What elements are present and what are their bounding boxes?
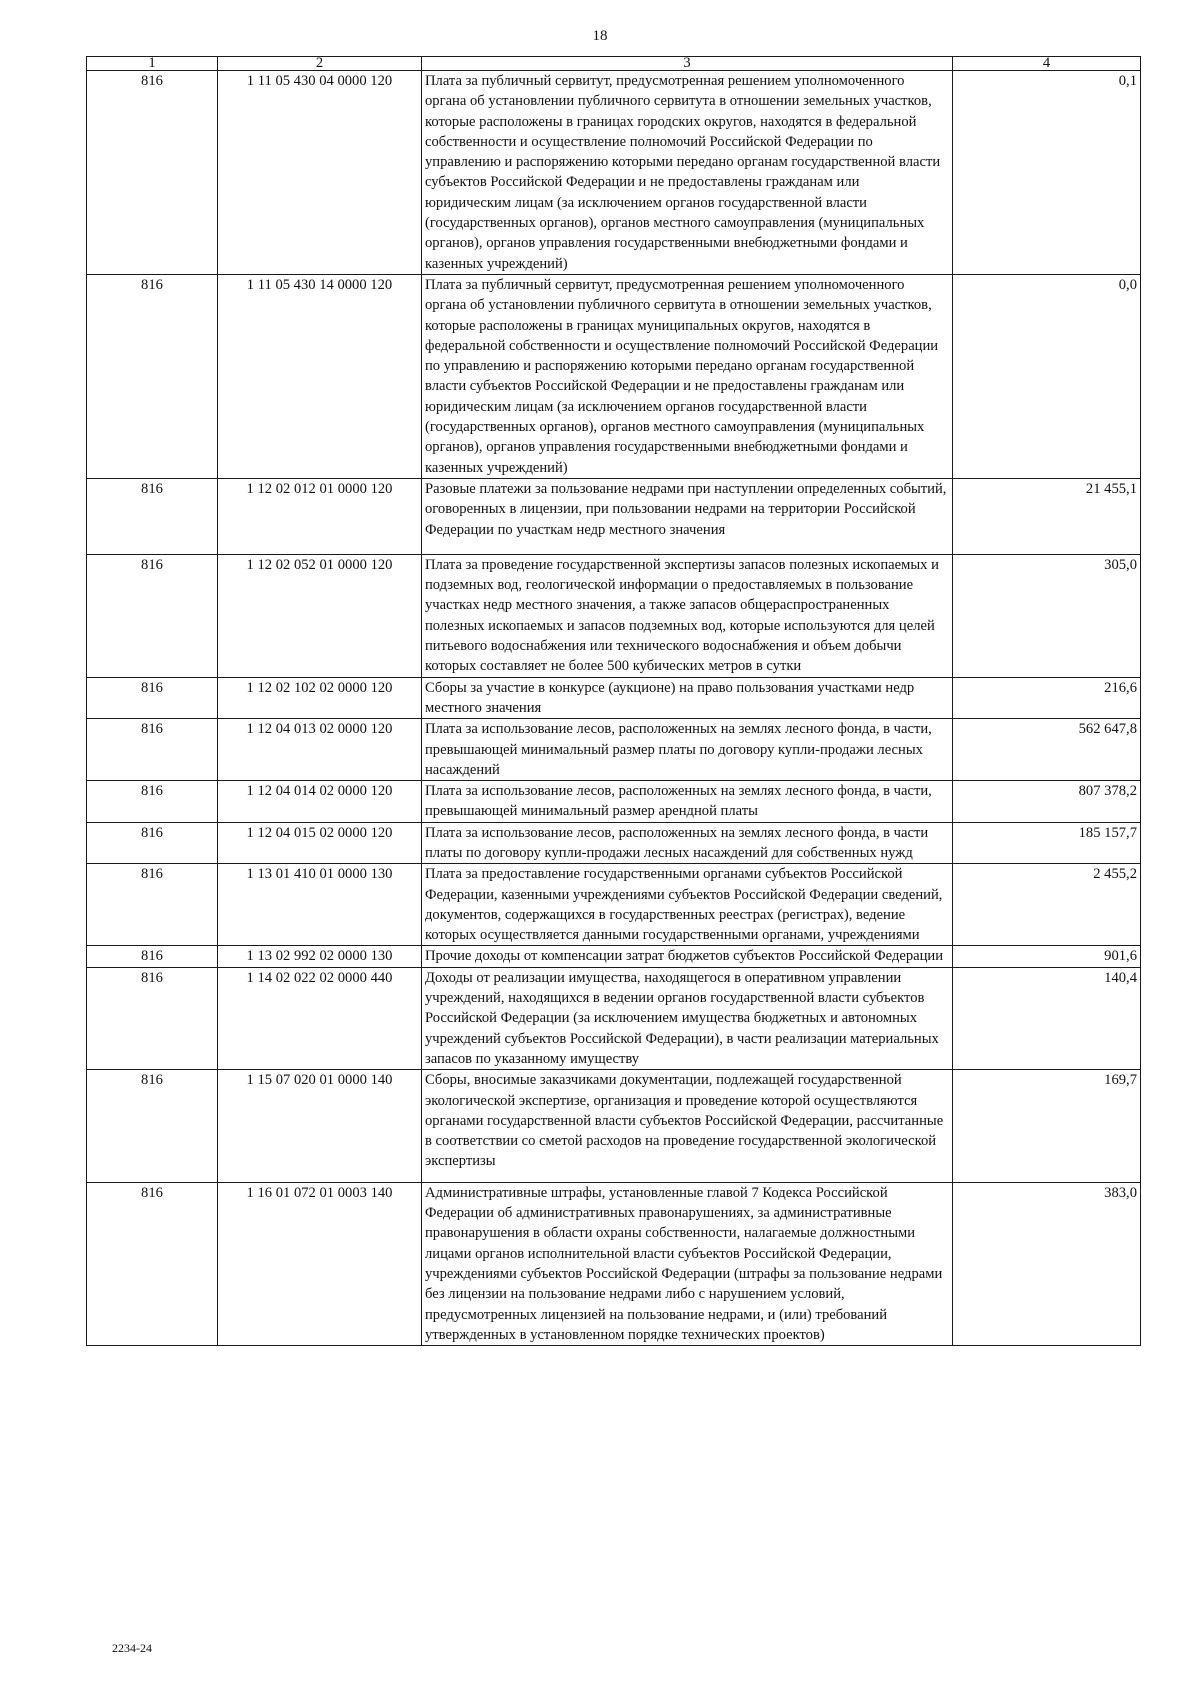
budget-code-cell: 1 13 02 992 02 0000 130 — [218, 946, 422, 967]
budget-code-cell: 1 12 02 102 02 0000 120 — [218, 677, 422, 719]
revenue-name-cell: Плата за использование лесов, расположенных на землях лесного фонда, в части, превышающей минимальный размер арендной платы — [422, 781, 953, 823]
revenue-name-cell: Плата за использование лесов, расположенных на землях лесного фонда, в части платы по договору купли-продажи лесных насаждений для собственных нужд — [422, 822, 953, 864]
admin-code-cell: 816 — [87, 274, 218, 478]
revenue-name-cell: Плата за публичный сервитут, предусмотренная решением уполномоченного органа об установлении публичного сервитута в отношении земельных участков, которые расположены в границах городских округов, находятся в федеральной собственности и осуществление полномочий Российской Федерации по управлению и распоряжению которыми передано органам государственной власти субъектов Российской Федерации и не предоставлены гражданам или юридическим лицам (за исключением органов государственной власти (государственных органов), органов местного самоуправления (муниципальных органов), органов управления государственными внебюджетными фондами и казенных учреждений) — [422, 71, 953, 275]
amount-cell: 21 455,1 — [953, 478, 1141, 554]
table-row — [87, 864, 1141, 946]
amount-cell: 0,1 — [953, 71, 1141, 275]
table-row — [87, 1070, 1141, 1182]
amount-cell: 140,4 — [953, 967, 1141, 1069]
revenue-name-cell: Плата за публичный сервитут, предусмотренная решением уполномоченного органа об установлении публичного сервитута в отношении земельных участков, которые расположены в границах муниципальных округов, находятся в федеральной собственности и осуществление полномочий Российской Федерации по управлению и распоряжению которыми передано органам государственной власти субъектов Российской Федерации и не предоставлены гражданам или юридическим лицам (за исключением органов государственной власти (государственных органов), органов местного самоуправления (муниципальных органов), органов управления государственными внебюджетными фондами и казенных учреждений) — [422, 274, 953, 478]
amount-cell: 807 378,2 — [953, 781, 1141, 823]
budget-code-cell: 1 12 02 052 01 0000 120 — [218, 554, 422, 677]
revenue-name-cell: Плата за предоставление государственными органами субъектов Российской Федерации, казенными учреждениями субъектов Российской Федерации сведений, документов, содержащихся в государственных реестрах (регистрах), ведение которых осуществляется данными государственными органами, учреждениями — [422, 864, 953, 946]
revenue-name-cell: Плата за использование лесов, расположенных на землях лесного фонда, в части, превышающей минимальный размер платы по договору купли-продажи лесных насаждений — [422, 719, 953, 781]
admin-code-cell: 816 — [87, 822, 218, 864]
table-row — [87, 478, 1141, 554]
document-code: 2234-24 — [112, 1641, 152, 1655]
admin-code-cell: 816 — [87, 1182, 218, 1345]
revenue-name-cell: Прочие доходы от компенсации затрат бюджетов субъектов Российской Федерации — [422, 946, 953, 967]
column-header-1: 1 — [87, 57, 218, 71]
revenue-name-cell: Доходы от реализации имущества, находящегося в оперативном управлении учреждений, находящихся в ведении органов государственной власти субъектов Российской Федерации (за исключением имущества бюджетных и автономных учреждений субъектов Российской Федерации), в части реализации материальных запасов по указанному имуществу — [422, 967, 953, 1069]
admin-code-cell: 816 — [87, 478, 218, 554]
budget-code-cell: 1 12 04 015 02 0000 120 — [218, 822, 422, 864]
budget-code-cell: 1 12 02 012 01 0000 120 — [218, 478, 422, 554]
amount-cell: 0,0 — [953, 274, 1141, 478]
amount-cell: 216,6 — [953, 677, 1141, 719]
budget-code-cell: 1 15 07 020 01 0000 140 — [218, 1070, 422, 1182]
budget-code-cell: 1 12 04 014 02 0000 120 — [218, 781, 422, 823]
amount-cell: 2 455,2 — [953, 864, 1141, 946]
table-header-row — [87, 57, 1141, 71]
table-row — [87, 967, 1141, 1069]
revenue-name-cell: Разовые платежи за пользование недрами при наступлении определенных событий, оговоренных в лицензии, при пользовании недрами на территории Российской Федерации по участкам недр местного значения — [422, 478, 953, 554]
amount-cell: 305,0 — [953, 554, 1141, 677]
admin-code-cell: 816 — [87, 719, 218, 781]
table-row — [87, 781, 1141, 823]
budget-code-cell: 1 11 05 430 14 0000 120 — [218, 274, 422, 478]
amount-cell: 901,6 — [953, 946, 1141, 967]
amount-cell: 562 647,8 — [953, 719, 1141, 781]
table-row — [87, 677, 1141, 719]
budget-code-cell: 1 11 05 430 04 0000 120 — [218, 71, 422, 275]
amount-cell: 383,0 — [953, 1182, 1141, 1345]
admin-code-cell: 816 — [87, 864, 218, 946]
amount-cell: 169,7 — [953, 1070, 1141, 1182]
revenue-table — [86, 56, 1141, 1346]
table-row — [87, 719, 1141, 781]
page-number: 18 — [592, 28, 608, 44]
budget-code-cell: 1 14 02 022 02 0000 440 — [218, 967, 422, 1069]
table-row — [87, 946, 1141, 967]
admin-code-cell: 816 — [87, 554, 218, 677]
revenue-name-cell: Административные штрафы, установленные главой 7 Кодекса Российской Федерации об административных правонарушениях, за административные правонарушения в области охраны собственности, налагаемые должностными лицами органов исполнительной власти субъектов Российской Федерации, учреждениями субъектов Российской Федерации (штрафы за пользование недрами без лицензии на пользование недрами либо с нарушением условий, предусмотренных лицензией на пользование недрами, и (или) требований утвержденных в установленном порядке технических проектов) — [422, 1182, 953, 1345]
table-row — [87, 1182, 1141, 1345]
admin-code-cell: 816 — [87, 781, 218, 823]
column-header-3: 3 — [422, 57, 953, 71]
table-row — [87, 274, 1141, 478]
amount-cell: 185 157,7 — [953, 822, 1141, 864]
column-header-4: 4 — [953, 57, 1141, 71]
table-row — [87, 822, 1141, 864]
admin-code-cell: 816 — [87, 1070, 218, 1182]
admin-code-cell: 816 — [87, 71, 218, 275]
table-row — [87, 71, 1141, 275]
budget-code-cell: 1 16 01 072 01 0003 140 — [218, 1182, 422, 1345]
admin-code-cell: 816 — [87, 967, 218, 1069]
admin-code-cell: 816 — [87, 677, 218, 719]
budget-code-cell: 1 12 04 013 02 0000 120 — [218, 719, 422, 781]
revenue-name-cell: Сборы за участие в конкурсе (аукционе) на право пользования участками недр местного значения — [422, 677, 953, 719]
admin-code-cell: 816 — [87, 946, 218, 967]
revenue-name-cell: Сборы, вносимые заказчиками документации, подлежащей государственной экологической экспертизе, организация и проведение которой осуществляются органами государственной власти субъектов Российской Федерации, рассчитанные в соответствии со сметой расходов на проведение государственной экологической экспертизы — [422, 1070, 953, 1182]
column-header-2: 2 — [218, 57, 422, 71]
table-row — [87, 554, 1141, 677]
budget-code-cell: 1 13 01 410 01 0000 130 — [218, 864, 422, 946]
revenue-name-cell: Плата за проведение государственной экспертизы запасов полезных ископаемых и подземных вод, геологической информации о предоставляемых в пользование участках недр местного значения, а также запасов общераспространенных полезных ископаемых и запасов подземных вод, которые используются для целей питьевого водоснабжения или технического водоснабжения и объем добычи которых составляет не более 500 кубических метров в сутки — [422, 554, 953, 677]
